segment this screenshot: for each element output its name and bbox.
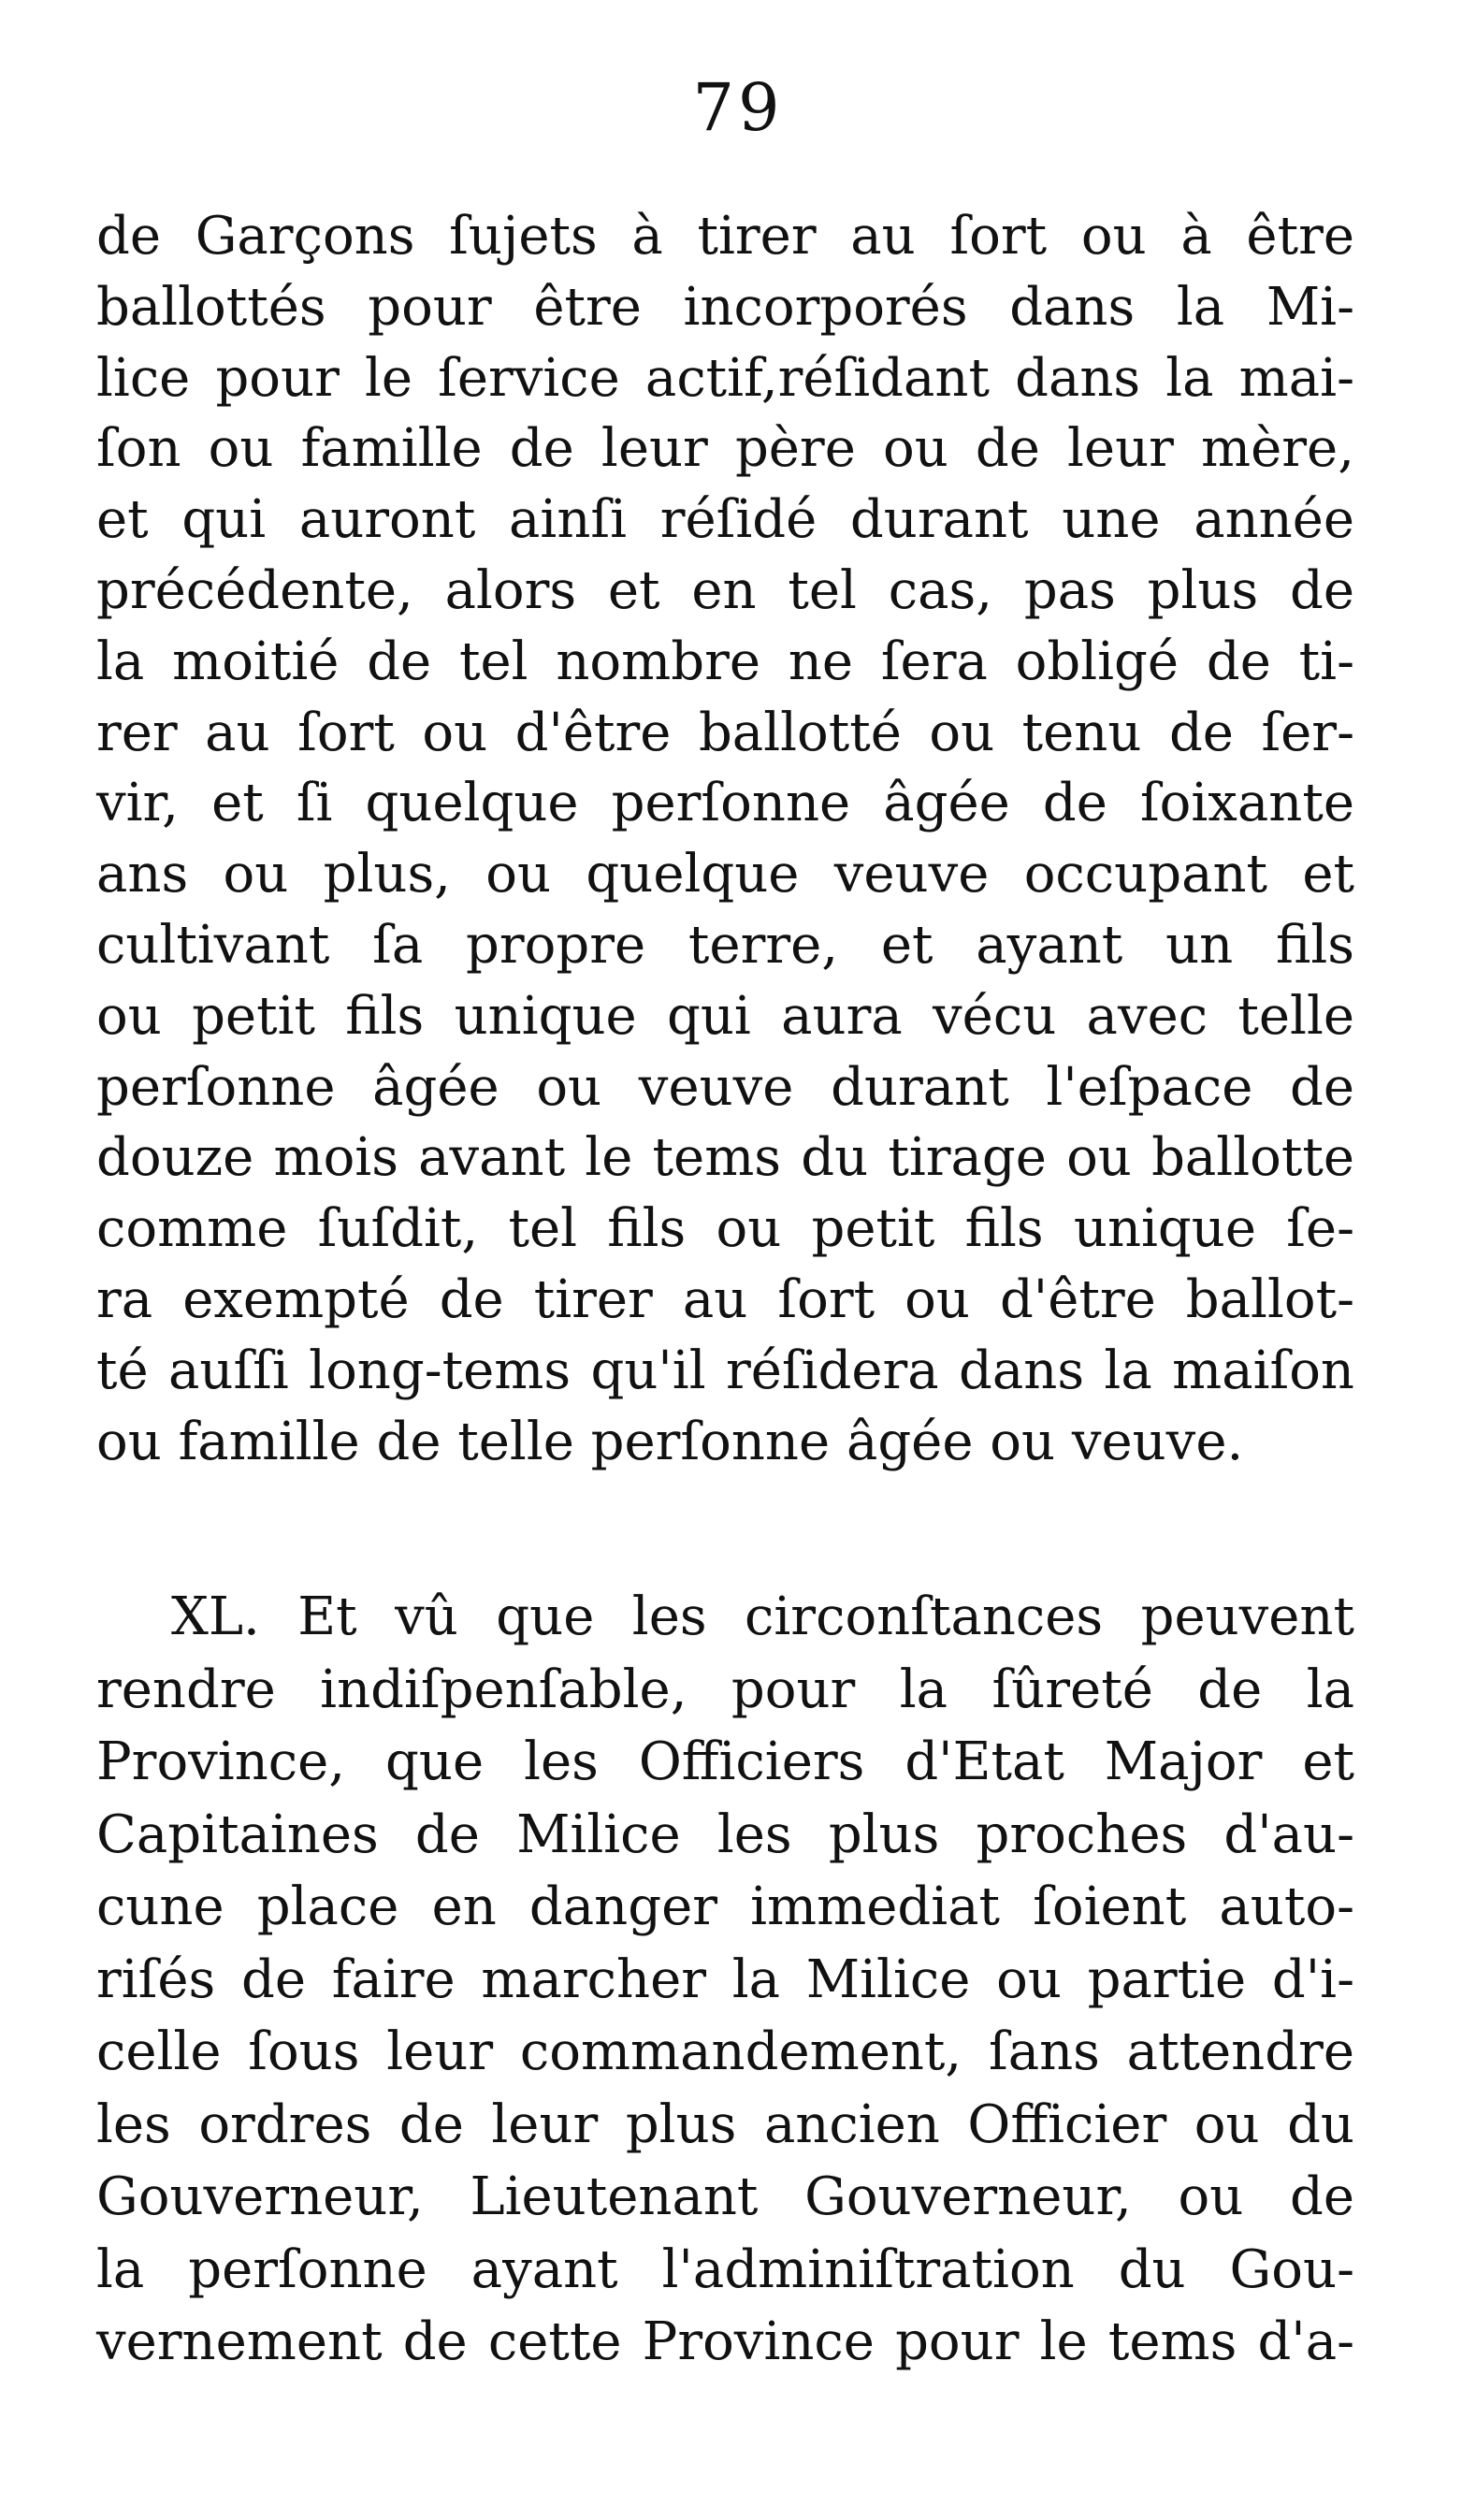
- text-line: ans ou plus, ou quelque veuve occupant et: [96, 844, 1354, 905]
- text-line: ou famille de telle perſonne âgée ou veuve.: [96, 1411, 1244, 1472]
- text-line: Capitaines de Milice les plus proches d'au-: [96, 1803, 1354, 1865]
- text-line: Province, que les Officiers d'Etat Major et: [96, 1731, 1354, 1792]
- text-line: vernement de cette Province pour le tems d'a-: [96, 2311, 1354, 2372]
- text-line: XL. Et vû que les circonſtances peuvent: [171, 1586, 1354, 1647]
- text-line: la moitié de tel nombre ne ſera obligé de ti-: [96, 630, 1354, 692]
- text-line: ra exempté de tirer au ſort ou d'être ballot-: [96, 1268, 1354, 1330]
- text-line: et qui auront ainſi réſidé durant une année: [96, 489, 1354, 551]
- text-line: Gouverneur, Lieutenant Gouverneur, ou de: [96, 2166, 1354, 2227]
- text-line: les ordres de leur plus ancien Officier ou du: [96, 2093, 1354, 2155]
- text-line: cultivant ſa propre terre, et ayant un fils: [96, 914, 1354, 976]
- page-number: 79: [692, 69, 784, 146]
- text-line: ſon ou famille de leur père ou de leur mère,: [96, 418, 1354, 480]
- text-line: rendre indiſpenſable, pour la ſûreté de la: [96, 1658, 1354, 1720]
- text-line: cune place en danger immediat ſoient auto-: [96, 1876, 1354, 1937]
- text-line: lice pour le ſervice actif,réſidant dans la mai-: [96, 347, 1354, 409]
- paragraph-2: [96, 1581, 1354, 2379]
- text-line: de Garçons ſujets à tirer au ſort ou à être: [96, 206, 1354, 267]
- text-line: comme ſuſdit, tel fils ou petit fils unique ſe-: [96, 1198, 1354, 1260]
- text-line: té auſſi long-tems qu'il réſidera dans la maiſon: [96, 1340, 1354, 1401]
- text-line: ballottés pour être incorporés dans la Mi-: [96, 276, 1354, 338]
- text-line: précédente, alors et en tel cas, pas plus de: [96, 559, 1354, 621]
- text-line: celle ſous leur commandement, ſans attendre: [96, 2021, 1354, 2082]
- text-line: la perſonne ayant l'adminiſtration du Gou-: [96, 2238, 1354, 2300]
- text-line: rer au ſort ou d'être ballotté ou tenu de ſer-: [96, 702, 1354, 763]
- text-line: douze mois avant le tems du tirage ou ballotte: [96, 1127, 1354, 1189]
- text-line: perſonne âgée ou veuve durant l'eſpace de: [96, 1056, 1354, 1118]
- text-line: riſés de faire marcher la Milice ou partie d'i-: [96, 1948, 1354, 2010]
- text-line: ou petit fils unique qui aura vécu avec telle: [96, 985, 1354, 1047]
- paragraph-1: [96, 201, 1354, 1477]
- text-line: vir, et ſi quelque perſonne âgée de ſoixante: [96, 773, 1354, 834]
